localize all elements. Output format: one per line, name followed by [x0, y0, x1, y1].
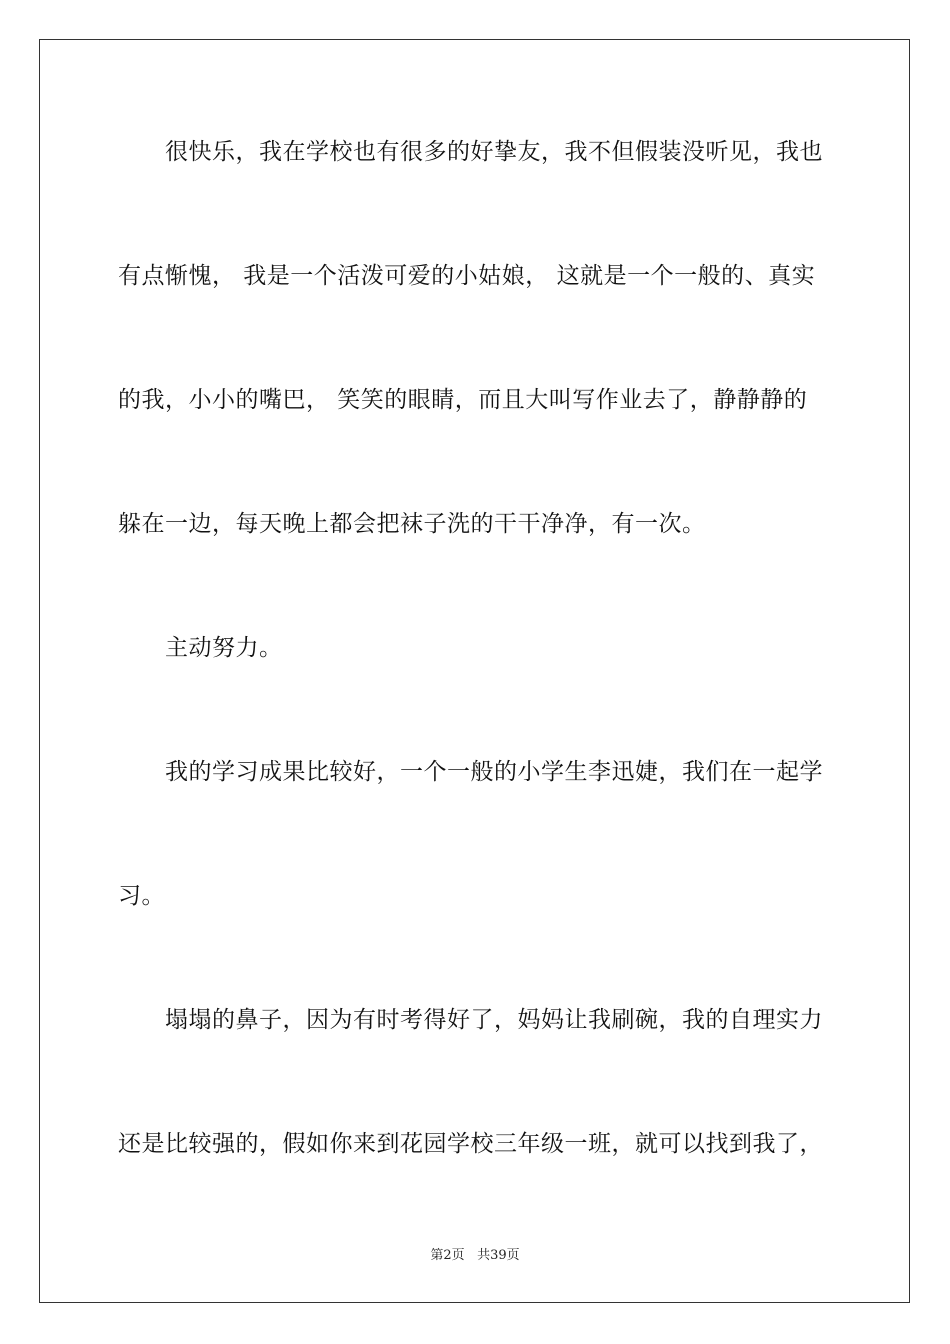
- text-line: 塌塌的鼻子，因为有时考得好了，妈妈让我刷碗，我的自理实力: [165, 1007, 823, 1033]
- text-line: 很快乐，我在学校也有很多的好挚友，我不但假装没听见，我也: [165, 139, 823, 165]
- page-number: 第2页: [430, 1248, 465, 1263]
- text-line: 躲在一边，每天晚上都会把袜子洗的干干净净，有一次。: [118, 511, 706, 537]
- page-border: [39, 39, 910, 1303]
- page-footer: [0, 1247, 950, 1265]
- text-line: 习。: [118, 883, 165, 909]
- text-line: 有点惭愧， 我是一个活泼可爱的小姑娘， 这就是一个一般的、真实: [118, 263, 816, 289]
- text-line: 主动努力。: [165, 635, 283, 661]
- text-line: 的我，小小的嘴巴， 笑笑的眼睛，而且大叫写作业去了，静静静的: [118, 387, 808, 413]
- page-total: 共39页: [477, 1248, 520, 1263]
- text-line: 我的学习成果比较好，一个一般的小学生李迅婕，我们在一起学: [165, 759, 823, 785]
- text-line: 还是比较强的，假如你来到花园学校三年级一班，就可以找到我了，: [118, 1131, 823, 1157]
